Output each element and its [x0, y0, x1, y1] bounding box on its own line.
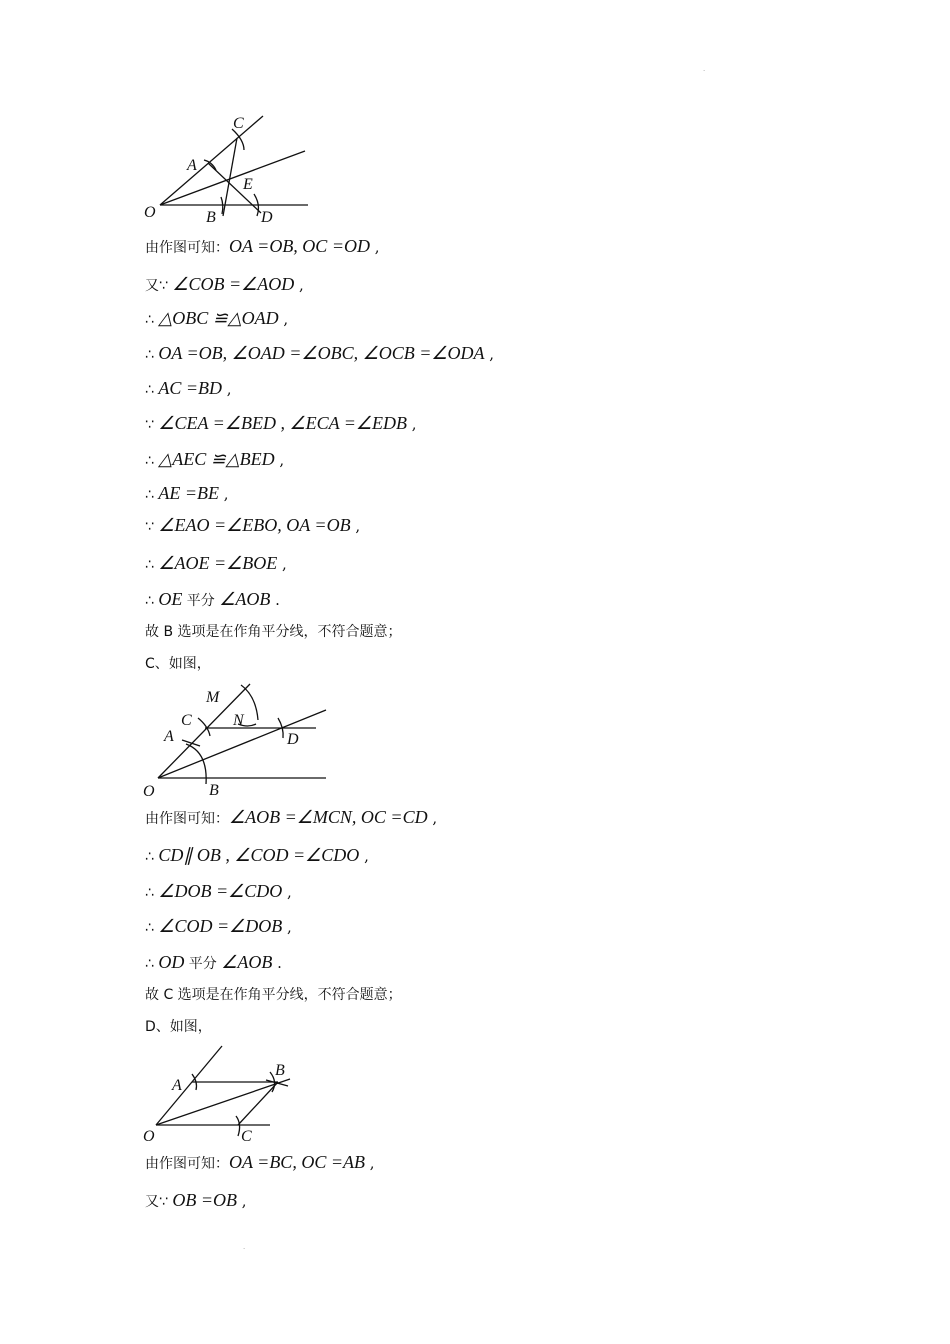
line-suffix: ,	[274, 451, 285, 469]
line-prefix: ∴	[145, 557, 159, 573]
fig1-label-a: A	[187, 157, 197, 174]
line-suffix: ,	[369, 238, 380, 256]
line-math: AE =BE	[158, 483, 219, 503]
arc-c	[232, 129, 244, 150]
text-line	[145, 343, 494, 365]
line-prefix: ∴	[145, 885, 159, 901]
line-suffix: ,	[219, 485, 229, 503]
line-prefix: 由作图可知：	[145, 811, 229, 827]
text-line	[145, 236, 380, 258]
line-math: OD	[158, 952, 185, 972]
line-math: CD∥ OB , ∠COD =∠CDO	[158, 845, 360, 865]
text-line	[145, 308, 288, 330]
text-line	[145, 483, 229, 505]
text-line	[145, 653, 211, 674]
line-mid: 平分	[182, 593, 220, 609]
corner-mark: .	[703, 64, 706, 73]
line-text: 故 C 选项是在作角平分线，不符合题意；	[145, 987, 402, 1003]
fig2-label-d: D	[287, 731, 299, 748]
fig2-label-n: N	[233, 712, 244, 729]
line-text: C、如图，	[145, 656, 211, 672]
text-line	[145, 1190, 247, 1212]
line-math: ∠DOB =∠CDO	[158, 881, 283, 901]
line-prefix: ∵	[145, 417, 159, 433]
fig2-label-o: O	[143, 783, 155, 800]
text-line	[145, 845, 369, 867]
line-suffix: ,	[294, 276, 304, 294]
line-math: OA =OB, ∠OAD =∠OBC, ∠OCB =∠ODA	[158, 343, 485, 363]
line-suffix: ,	[277, 555, 287, 573]
figure-d-svg	[140, 1042, 310, 1147]
figure-d-construction	[140, 1042, 310, 1147]
line-suffix: ,	[359, 847, 369, 865]
line-text: 故 B 选项是在作角平分线，不符合题意；	[145, 624, 402, 640]
line-prefix: ∴	[145, 347, 159, 363]
line-prefix: 由作图可知：	[145, 240, 229, 256]
line-prefix: 又∵	[145, 1194, 173, 1210]
text-line	[145, 916, 292, 938]
line-prefix: 又∵	[145, 278, 173, 294]
fig1-label-e: E	[243, 176, 253, 193]
fig2-label-c: C	[181, 712, 192, 729]
segment-bc	[238, 1082, 278, 1125]
fig3-label-o: O	[143, 1128, 155, 1145]
fig1-label-o: O	[144, 204, 156, 221]
figure-c-svg	[140, 680, 340, 800]
line-suffix: .	[272, 954, 282, 972]
line-prefix: ∴	[145, 453, 159, 469]
fig1-label-d: D	[261, 209, 273, 226]
line-math: ∠CEA =∠BED , ∠ECA =∠EDB	[158, 413, 408, 433]
figure-c-construction	[140, 680, 340, 800]
line-suffix: ,	[427, 809, 438, 827]
line-prefix: ∴	[145, 487, 159, 503]
text-line	[145, 984, 402, 1005]
line-math: OE	[158, 589, 183, 609]
fig1-label-b: B	[206, 209, 216, 226]
line-math: ∠AOE =∠BOE	[158, 553, 278, 573]
line-prefix: ∴	[145, 312, 159, 328]
fig2-label-m: M	[206, 689, 220, 706]
line-suffix: ,	[282, 883, 292, 901]
text-line	[145, 1152, 375, 1174]
figure-b-construction	[140, 110, 320, 230]
line-math: ∠AOB =∠MCN, OC =CD	[229, 807, 428, 827]
line-math: △OBC ≌△OAD	[158, 308, 279, 328]
line-math: OA =BC, OC =AB	[229, 1152, 365, 1172]
line-math-2: ∠AOB	[221, 952, 273, 972]
text-line	[145, 807, 437, 829]
text-line	[145, 589, 280, 611]
text-line	[145, 881, 292, 903]
line-math: ∠COD =∠DOB	[158, 916, 283, 936]
text-line	[145, 1016, 212, 1037]
line-math: ∠EAO =∠EBO, OA =OB	[158, 515, 351, 535]
fig2-label-b: B	[209, 782, 219, 799]
arc-c	[236, 1116, 240, 1136]
text-line	[145, 378, 232, 400]
line-prefix: ∴	[145, 920, 159, 936]
fig3-label-c: C	[241, 1128, 252, 1145]
line-prefix: ∴	[145, 382, 159, 398]
line-suffix: ,	[484, 345, 495, 363]
line-suffix: ,	[282, 918, 292, 936]
line-suffix: ,	[278, 310, 289, 328]
line-prefix: ∵	[145, 519, 159, 535]
fig3-label-b: B	[275, 1062, 285, 1079]
text-line	[145, 515, 360, 537]
line-prefix: ∴	[145, 956, 159, 972]
text-line	[145, 274, 304, 296]
line-math-2: ∠AOB	[219, 589, 271, 609]
line-suffix: ,	[407, 415, 417, 433]
line-suffix: .	[270, 591, 280, 609]
line-math: ∠COB =∠AOD	[172, 274, 295, 294]
line-prefix: ∴	[145, 849, 159, 865]
fig1-label-c: C	[233, 115, 244, 132]
ray-oe	[160, 151, 305, 205]
text-line	[145, 553, 287, 575]
fig3-label-a: A	[172, 1077, 182, 1094]
line-math: OB =OB	[172, 1190, 237, 1210]
footer-mark: .	[243, 1242, 246, 1251]
text-line	[145, 952, 282, 974]
line-suffix: ,	[364, 1154, 375, 1172]
fig2-label-a: A	[164, 728, 174, 745]
line-suffix: ,	[237, 1192, 247, 1210]
text-line	[145, 621, 402, 642]
line-prefix: 由作图可知：	[145, 1156, 229, 1172]
text-line	[145, 449, 284, 471]
figure-b-svg	[140, 110, 320, 230]
line-suffix: ,	[222, 380, 232, 398]
line-text: D、如图，	[145, 1019, 212, 1035]
line-mid: 平分	[184, 956, 222, 972]
line-suffix: ,	[350, 517, 361, 535]
line-math: OA =OB, OC =OD	[229, 236, 370, 256]
line-math: △AEC ≌△BED	[158, 449, 275, 469]
line-prefix: ∴	[145, 593, 159, 609]
text-line	[145, 413, 417, 435]
line-math: AC =BD	[158, 378, 223, 398]
